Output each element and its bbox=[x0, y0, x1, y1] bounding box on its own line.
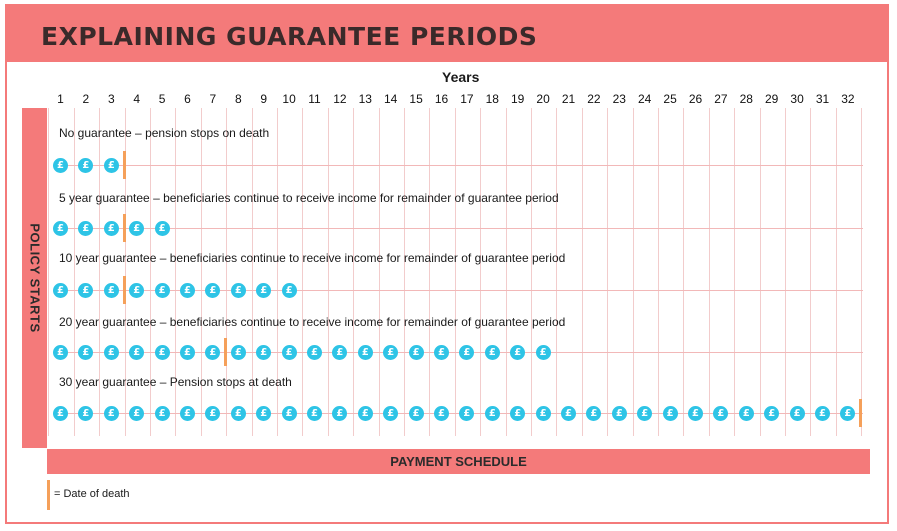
year-tick: 29 bbox=[765, 92, 779, 106]
grid-line bbox=[556, 108, 557, 436]
guarantee-row-label: 5 year guarantee – beneficiaries continue to receive income for remainder of guarantee period bbox=[59, 191, 559, 205]
pound-coin-icon: £ bbox=[180, 345, 195, 360]
pound-coin-icon: £ bbox=[840, 406, 855, 421]
year-tick: 26 bbox=[688, 92, 703, 106]
pound-coin-icon: £ bbox=[78, 406, 93, 421]
pound-coin-icon: £ bbox=[129, 406, 144, 421]
pound-coin-icon: £ bbox=[383, 345, 398, 360]
year-tick: 31 bbox=[815, 92, 830, 106]
pound-coin-icon: £ bbox=[282, 406, 297, 421]
pound-coin-icon: £ bbox=[764, 406, 779, 421]
payment-schedule-label: PAYMENT SCHEDULE bbox=[390, 454, 527, 469]
grid-line bbox=[48, 108, 49, 436]
year-tick: 11 bbox=[308, 92, 321, 106]
pound-coin-icon: £ bbox=[180, 406, 195, 421]
pound-coin-icon: £ bbox=[663, 406, 678, 421]
pound-coin-icon: £ bbox=[485, 345, 500, 360]
date-of-death-legend-marker bbox=[47, 480, 50, 510]
grid-line bbox=[328, 108, 329, 436]
pound-coin-icon: £ bbox=[155, 283, 170, 298]
legend-text: = Date of death bbox=[54, 488, 130, 500]
date-of-death-marker bbox=[123, 151, 126, 179]
year-tick: 4 bbox=[133, 92, 141, 106]
pound-coin-icon: £ bbox=[53, 158, 68, 173]
grid-line bbox=[734, 108, 735, 436]
timeline-line bbox=[55, 165, 863, 166]
grid-line bbox=[582, 108, 583, 436]
pound-coin-icon: £ bbox=[78, 221, 93, 236]
pound-coin-icon: £ bbox=[129, 283, 144, 298]
grid-line bbox=[633, 108, 634, 436]
year-tick: 30 bbox=[790, 92, 804, 106]
pound-coin-icon: £ bbox=[282, 345, 297, 360]
pound-coin-icon: £ bbox=[510, 406, 525, 421]
year-tick: 7 bbox=[209, 92, 217, 106]
pound-coin-icon: £ bbox=[78, 345, 93, 360]
grid-line bbox=[531, 108, 532, 436]
pound-coin-icon: £ bbox=[231, 283, 246, 298]
year-tick: 18 bbox=[485, 92, 499, 106]
pound-coin-icon: £ bbox=[104, 158, 119, 173]
year-tick: 28 bbox=[739, 92, 753, 106]
pound-coin-icon: £ bbox=[155, 345, 170, 360]
pound-coin-icon: £ bbox=[536, 345, 551, 360]
pound-coin-icon: £ bbox=[459, 406, 474, 421]
pound-coin-icon: £ bbox=[332, 345, 347, 360]
guarantee-row-label: No guarantee – pension stops on death bbox=[59, 126, 270, 140]
pound-coin-icon: £ bbox=[104, 406, 119, 421]
pound-coin-icon: £ bbox=[358, 345, 373, 360]
pound-coin-icon: £ bbox=[815, 406, 830, 421]
year-tick: 5 bbox=[158, 92, 166, 106]
policy-starts-label-wrap bbox=[22, 108, 47, 448]
grid-line bbox=[810, 108, 811, 436]
pound-coin-icon: £ bbox=[205, 345, 220, 360]
guarantee-row-label: 10 year guarantee – beneficiaries continue to receive income for remainder of guarantee period bbox=[59, 251, 566, 265]
year-tick: 15 bbox=[409, 92, 423, 106]
guarantee-row-label: 20 year guarantee – beneficiaries continue to receive income for remainder of guarantee period bbox=[59, 315, 566, 329]
date-of-death-marker bbox=[224, 338, 227, 366]
pound-coin-icon: £ bbox=[53, 283, 68, 298]
grid-line bbox=[861, 108, 862, 436]
pound-coin-icon: £ bbox=[586, 406, 601, 421]
pound-coin-icon: £ bbox=[155, 406, 170, 421]
pound-coin-icon: £ bbox=[256, 406, 271, 421]
year-tick: 14 bbox=[384, 92, 398, 106]
pound-coin-icon: £ bbox=[307, 406, 322, 421]
year-tick: 32 bbox=[841, 92, 855, 106]
pound-coin-icon: £ bbox=[409, 406, 424, 421]
year-tick: 27 bbox=[714, 92, 728, 106]
pound-coin-icon: £ bbox=[104, 221, 119, 236]
pound-coin-icon: £ bbox=[434, 345, 449, 360]
grid-line bbox=[353, 108, 354, 436]
year-tick: 17 bbox=[460, 92, 474, 106]
pound-coin-icon: £ bbox=[205, 283, 220, 298]
pound-coin-icon: £ bbox=[78, 283, 93, 298]
year-tick: 9 bbox=[260, 92, 268, 106]
pound-coin-icon: £ bbox=[536, 406, 551, 421]
pound-coin-icon: £ bbox=[282, 283, 297, 298]
year-tick: 6 bbox=[184, 92, 191, 106]
year-tick: 20 bbox=[536, 92, 550, 106]
grid-line bbox=[607, 108, 608, 436]
grid-line bbox=[379, 108, 380, 436]
pound-coin-icon: £ bbox=[383, 406, 398, 421]
date-of-death-marker bbox=[859, 399, 862, 427]
grid-line bbox=[658, 108, 659, 436]
year-tick: 1 bbox=[57, 92, 64, 106]
pound-coin-icon: £ bbox=[129, 221, 144, 236]
pound-coin-icon: £ bbox=[637, 406, 652, 421]
grid-line bbox=[683, 108, 684, 436]
timeline-line bbox=[55, 290, 863, 291]
pound-coin-icon: £ bbox=[231, 406, 246, 421]
grid-line bbox=[302, 108, 303, 436]
page-title: EXPLAINING GUARANTEE PERIODS bbox=[41, 22, 538, 51]
grid-line bbox=[404, 108, 405, 436]
year-tick: 10 bbox=[282, 92, 296, 106]
pound-coin-icon: £ bbox=[790, 406, 805, 421]
year-tick: 12 bbox=[333, 92, 347, 106]
pound-coin-icon: £ bbox=[53, 221, 68, 236]
pound-coin-icon: £ bbox=[231, 345, 246, 360]
year-tick: 2 bbox=[82, 92, 90, 106]
pound-coin-icon: £ bbox=[53, 406, 68, 421]
pound-coin-icon: £ bbox=[256, 345, 271, 360]
year-tick: 3 bbox=[107, 92, 115, 106]
grid-line bbox=[785, 108, 786, 436]
year-tick: 23 bbox=[612, 92, 626, 106]
date-of-death-marker bbox=[123, 276, 126, 304]
pound-coin-icon: £ bbox=[332, 406, 347, 421]
pound-coin-icon: £ bbox=[688, 406, 703, 421]
grid-line bbox=[455, 108, 456, 436]
pound-coin-icon: £ bbox=[358, 406, 373, 421]
grid-line bbox=[480, 108, 481, 436]
payment-schedule-bar bbox=[47, 449, 870, 474]
pound-coin-icon: £ bbox=[53, 345, 68, 360]
pound-coin-icon: £ bbox=[256, 283, 271, 298]
title-bar bbox=[5, 4, 889, 62]
pound-coin-icon: £ bbox=[78, 158, 93, 173]
grid-line bbox=[836, 108, 837, 436]
pound-coin-icon: £ bbox=[409, 345, 424, 360]
pound-coin-icon: £ bbox=[485, 406, 500, 421]
grid-line bbox=[760, 108, 761, 436]
pound-coin-icon: £ bbox=[510, 345, 525, 360]
pound-coin-icon: £ bbox=[612, 406, 627, 421]
year-tick: 21 bbox=[561, 92, 576, 106]
year-tick: 24 bbox=[638, 92, 652, 106]
pound-coin-icon: £ bbox=[459, 345, 474, 360]
year-tick: 25 bbox=[663, 92, 677, 106]
year-tick: 8 bbox=[234, 92, 242, 106]
pound-coin-icon: £ bbox=[561, 406, 576, 421]
grid-line bbox=[709, 108, 710, 436]
pound-coin-icon: £ bbox=[104, 283, 119, 298]
years-axis-label: Years bbox=[442, 69, 480, 85]
pound-coin-icon: £ bbox=[104, 345, 119, 360]
guarantee-row-label: 30 year guarantee – Pension stops at death bbox=[59, 375, 292, 389]
pound-coin-icon: £ bbox=[713, 406, 728, 421]
timeline-line bbox=[55, 228, 863, 229]
pound-coin-icon: £ bbox=[205, 406, 220, 421]
policy-starts-label: POLICY STARTS bbox=[27, 223, 42, 333]
pound-coin-icon: £ bbox=[129, 345, 144, 360]
year-tick: 16 bbox=[434, 92, 449, 106]
grid-line bbox=[506, 108, 507, 436]
pound-coin-icon: £ bbox=[155, 221, 170, 236]
year-tick: 19 bbox=[511, 92, 525, 106]
pound-coin-icon: £ bbox=[434, 406, 449, 421]
year-tick: 13 bbox=[358, 92, 372, 106]
date-of-death-marker bbox=[123, 214, 126, 242]
pound-coin-icon: £ bbox=[739, 406, 754, 421]
pound-coin-icon: £ bbox=[180, 283, 195, 298]
year-tick: 22 bbox=[587, 92, 601, 106]
pound-coin-icon: £ bbox=[307, 345, 322, 360]
grid-line bbox=[429, 108, 430, 436]
